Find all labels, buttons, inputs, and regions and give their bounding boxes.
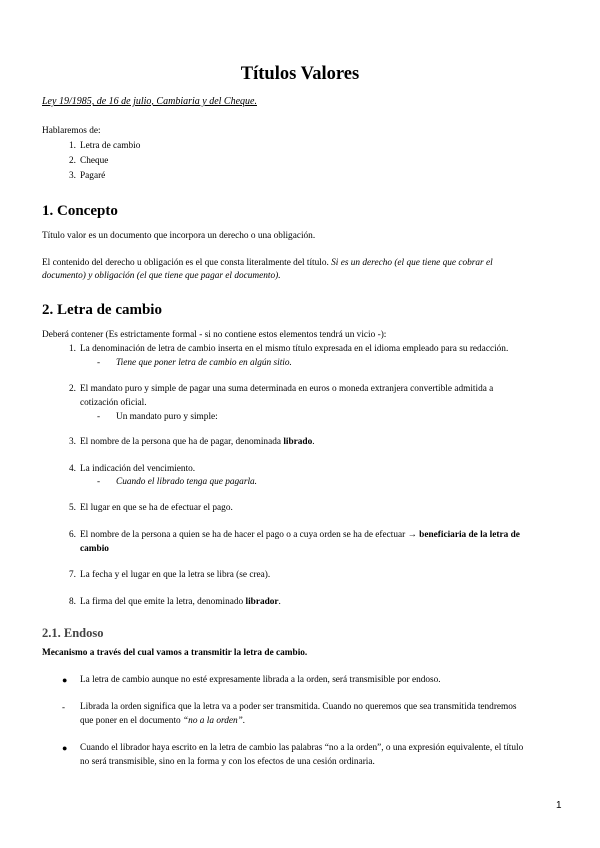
endoso-lead: Mecanismo a través del cual vamos a transmitir la letra de cambio.	[42, 648, 308, 658]
letra-item-8	[80, 595, 560, 609]
endoso-bullet-2-line2: no será transmisible, sino en la forma y con los efectos de una cesión ordinaria.	[80, 757, 375, 767]
arrow-icon: →	[407, 530, 417, 540]
intro-num-1: 1.	[69, 141, 76, 151]
intro-num-3: 3.	[69, 171, 76, 181]
letra-item-2-line2: cotización oficial.	[80, 398, 147, 408]
letra-item-3-text: El nombre de la persona que ha de pagar, denominada	[80, 437, 284, 447]
letra-num-1: 1.	[69, 344, 76, 354]
concepto-paragraph-2-cont: documento) y obligación (el que tiene que pagar el documento).	[42, 271, 281, 281]
letra-item-3-bold: librado	[283, 437, 313, 447]
letra-item-3-end: .	[312, 437, 315, 447]
letra-item-2-line1: El mandato puro y simple de pagar una suma determinada en euros o moneda extranjera convertible admitida a	[80, 384, 494, 394]
letra-lead: Deberá contener (Es estrictamente formal - si no contiene estos elementos tendrá un vicio -):	[42, 330, 387, 340]
concepto-p2-plain: El contenido del derecho u obligación es el que consta literalmente del título.	[42, 258, 332, 268]
intro-item-2: Cheque	[80, 156, 109, 166]
letra-num-4: 4.	[69, 464, 76, 474]
concepto-paragraph-2	[42, 256, 560, 270]
letra-item-5: El lugar en que se ha de efectuar el pago.	[80, 503, 233, 513]
intro-item-3: Pagaré	[80, 171, 106, 181]
letra-num-5: 5.	[69, 503, 76, 513]
endoso-bullet-1: La letra de cambio aunque no esté expresamente librada a la orden, será transmisible por endoso.	[80, 675, 441, 685]
letra-item-6-text: El nombre de la persona a quien se ha de hacer el pago o a cuya orden se ha de efectuar	[80, 530, 408, 540]
intro-num-2: 2.	[69, 156, 76, 166]
letra-item-8-text: La firma del que emite la letra, denominado	[80, 597, 246, 607]
endoso-dash-1-line1: Librada la orden significa que la letra va a poder ser transmitida. Cuando no queremos que sea transmitida tendremos	[80, 702, 517, 712]
letra-num-2: 2.	[69, 384, 76, 394]
bullet-icon: ●	[62, 743, 68, 753]
letra-num-3: 3.	[69, 437, 76, 447]
letra-item-2-sub: Un mandato puro y simple:	[116, 412, 218, 422]
intro-item-1: Letra de cambio	[80, 141, 141, 151]
letra-item-4: La indicación del vencimiento.	[80, 464, 196, 474]
letra-num-8: 8.	[69, 597, 76, 607]
subsection-heading-endoso: 2.1. Endoso	[42, 626, 104, 640]
concepto-paragraph-1: Título valor es un documento que incorpora un derecho o una obligación.	[42, 231, 316, 241]
dash-marker: -	[97, 358, 101, 368]
dash-marker: -	[62, 702, 65, 712]
letra-item-6-bold1: beneficiaria de la letra de	[416, 530, 520, 540]
page-title: Títulos Valores	[240, 64, 360, 84]
endoso-dash-1-line2	[80, 714, 560, 728]
intro-lead: Hablaremos de:	[42, 126, 101, 136]
letra-num-6: 6.	[69, 530, 76, 540]
letra-item-7: La fecha y el lugar en que la letra se libra (se crea).	[80, 570, 271, 580]
letra-item-6-line1	[80, 528, 560, 542]
letra-item-4-sub: Cuando el librado tenga que pagarla.	[116, 477, 257, 487]
dash-marker: -	[97, 412, 101, 422]
bullet-icon: ●	[62, 675, 68, 685]
letra-item-6-line2: cambio	[80, 544, 109, 554]
endoso-dash-1-plain: que poner en el documento	[80, 716, 184, 726]
page-number: 1	[556, 800, 562, 811]
dash-marker: -	[97, 477, 101, 487]
letra-item-8-end: .	[278, 597, 281, 607]
section-heading-concepto: 1. Concepto	[42, 203, 118, 219]
letra-item-8-bold: librador	[245, 597, 279, 607]
letra-item-3	[80, 435, 560, 449]
letra-num-7: 7.	[69, 570, 76, 580]
section-heading-letra: 2. Letra de cambio	[42, 302, 162, 318]
law-reference: Ley 19/1985, de 16 de julio, Cambiaria y del Cheque.	[42, 96, 257, 107]
concepto-p2-italic-1: Si es un derecho (el que tiene que cobrar el	[331, 258, 493, 268]
endoso-dash-1-italic: “no a la orden”.	[183, 716, 246, 726]
letra-item-1-sub: Tiene que poner letra de cambio en algún sitio.	[116, 358, 292, 368]
endoso-bullet-2-line1: Cuando el librador haya escrito en la letra de cambio las palabras “no a la orden”, o una expresión equivalente, el título	[80, 743, 524, 753]
letra-item-1: La denominación de letra de cambio inserta en el mismo título expresada en el idioma empleado para su redacción.	[80, 344, 509, 354]
